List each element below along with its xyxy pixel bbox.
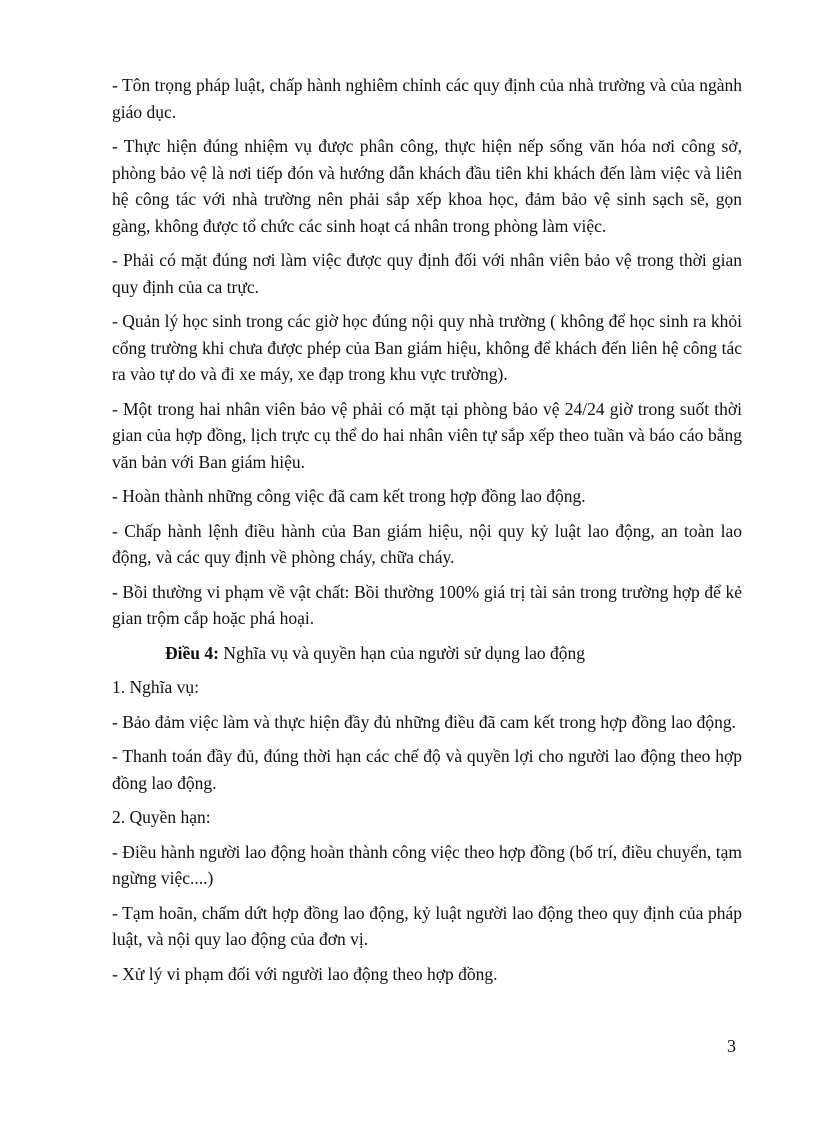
paragraph: - Quản lý học sinh trong các giờ học đúng nội quy nhà trường ( không để học sinh ra khỏi cổng trường khi chưa được phép của Ban giám hiệu, không để khách đến liên hệ công tác ra vào tự do và đi xe máy, xe đạp trong khu vực trường). [112,311,742,384]
section-label: 1. Nghĩa vụ: [112,677,200,697]
article-label: Điều 4: [165,642,219,663]
section-label: 2. Quyền hạn: [112,807,211,827]
paragraph: - Điều hành người lao động hoàn thành công việc theo hợp đồng (bố trí, điều chuyển, tạm ngừng việc....) [112,841,742,888]
paragraph: - Chấp hành lệnh điều hành của Ban giám hiệu, nội quy kỷ luật lao động, an toàn lao động, và các quy định về phòng cháy, chữa cháy. [112,520,742,567]
paragraph: - Tạm hoãn, chấm dứt hợp đồng lao động, kỷ luật người lao động theo quy định của pháp luật, và nội quy lao động của đơn vị. [112,902,742,949]
paragraph: - Bồi thường vi phạm về vật chất: Bồi thường 100% giá trị tài sản trong trường hợp để kẻ gian trộm cắp hoặc phá hoại. [112,581,742,628]
paragraph: - Tôn trọng pháp luật, chấp hành nghiêm chỉnh các quy định của nhà trường và của ngành giáo dục. [112,75,742,122]
paragraph: - Bảo đảm việc làm và thực hiện đầy đủ những điều đã cam kết trong hợp đồng lao động. [112,711,737,732]
paragraph: - Hoàn thành những công việc đã cam kết trong hợp đồng lao động. [112,486,586,506]
article-heading [112,640,742,667]
paragraph: - Thực hiện đúng nhiệm vụ được phân công, thực hiện nếp sống văn hóa nơi công sở, phòng bảo vệ là nơi tiếp đón và hướng dẫn khách đầu tiên khi khách đến làm việc và liên hệ công tác với nhà trường nên phải sắp xếp khoa học, đảm bảo vệ sinh sạch sẽ, gọn gàng, không được tổ chức các sinh hoạt cá nhân trong phòng làm việc. [112,136,742,236]
paragraph: - Phải có mặt đúng nơi làm việc được quy định đối với nhân viên bảo vệ trong thời gian quy định của ca trực. [112,250,742,297]
article-title: Nghĩa vụ và quyền hạn của người sử dụng lao động [218,642,585,663]
document-page [112,72,742,995]
paragraph: - Thanh toán đầy đủ, đúng thời hạn các chế độ và quyền lợi cho người lao động theo hợp đồng lao động. [112,746,742,793]
paragraph: - Một trong hai nhân viên bảo vệ phải có mặt tại phòng bảo vệ 24/24 giờ trong suốt thời gian của hợp đồng, lịch trực cụ thể do hai nhân viên tự sắp xếp theo tuần và báo cáo bằng văn bản với Ban giám hiệu. [112,398,742,472]
paragraph: - Xử lý vi phạm đối với người lao động theo hợp đồng. [112,963,498,984]
page-number: 3 [727,1036,736,1056]
